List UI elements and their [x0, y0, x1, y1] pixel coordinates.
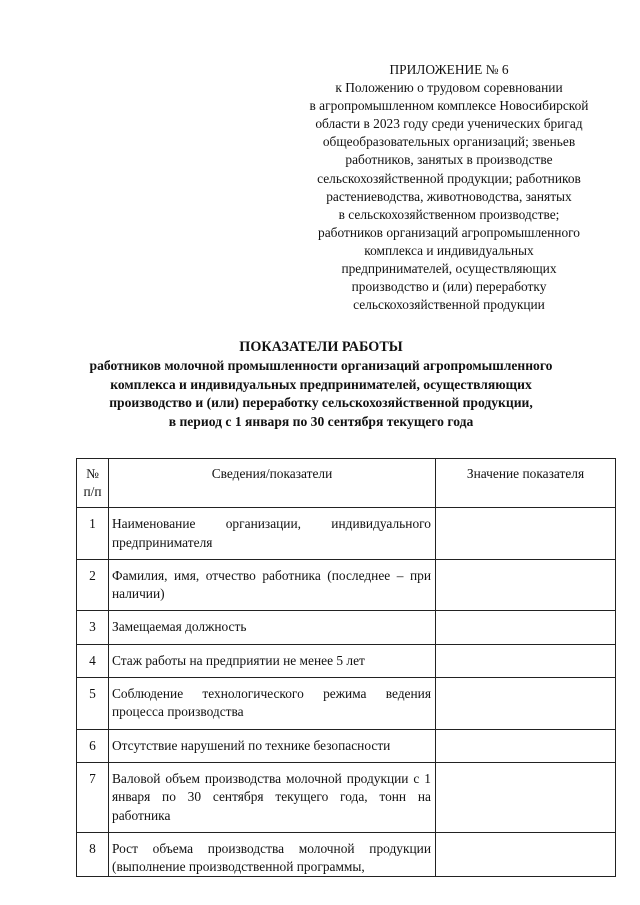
appendix-line: в агропромышленном комплексе Новосибирской — [309, 98, 589, 114]
table-row — [77, 508, 616, 560]
row-indicator: Наименование организации, индивидуального предпринимателя — [109, 508, 436, 560]
table-row — [77, 559, 616, 611]
row-indicator: Отсутствие нарушений по технике безопасности — [109, 729, 436, 762]
row-value-cell[interactable] — [436, 611, 616, 644]
indicators-table — [76, 458, 616, 877]
appendix-header — [284, 61, 614, 314]
table-row — [77, 729, 616, 762]
title-main: ПОКАЗАТЕЛИ РАБОТЫ — [239, 339, 403, 355]
row-number: 6 — [77, 729, 109, 762]
appendix-line: области в 2023 году среди ученических бригад — [315, 116, 583, 132]
row-number: 3 — [77, 611, 109, 644]
row-indicator: Стаж работы на предприятии не менее 5 лет — [109, 644, 436, 677]
appendix-line: в сельскохозяйственном производстве; — [338, 206, 560, 222]
title-line: работников молочной промышленности организаций агропромышленного — [89, 358, 553, 374]
appendix-line: предпринимателей, осуществляющих — [341, 261, 557, 277]
row-value-cell[interactable] — [436, 832, 616, 877]
row-number: 8 — [77, 832, 109, 877]
appendix-line: растениеводства, животноводства, занятых — [326, 188, 572, 204]
row-value-cell[interactable] — [436, 559, 616, 611]
document-title — [40, 338, 602, 431]
header-number-symbol: № — [86, 466, 99, 481]
row-number: 4 — [77, 644, 109, 677]
header-value: Значение показателя — [436, 459, 616, 508]
row-number: 1 — [77, 508, 109, 560]
appendix-line: ПРИЛОЖЕНИЕ № 6 — [389, 62, 509, 77]
table-row — [77, 832, 616, 877]
header-info: Сведения/показатели — [109, 459, 436, 508]
row-indicator: Соблюдение технологического режима ведения процесса производства — [109, 678, 436, 730]
appendix-line: работников, занятых в производстве — [345, 152, 553, 168]
row-indicator: Замещаемая должность — [109, 611, 436, 644]
table-row — [77, 644, 616, 677]
row-indicator: Валовой объем производства молочной продукции с 1 января по 30 сентября текущего года, тонн на работника — [109, 762, 436, 832]
title-line: производство и (или) переработку сельскохозяйственной продукции, — [109, 395, 533, 411]
table-row — [77, 762, 616, 832]
appendix-line: к Положению о трудовом соревновании — [335, 80, 563, 96]
header-number-abbr: п/п — [83, 484, 102, 499]
appendix-line: комплекса и индивидуальных — [364, 242, 534, 258]
title-line: комплекса и индивидуальных предпринимателей, осуществляющих — [110, 376, 532, 392]
appendix-line: общеобразовательных организаций; звеньев — [322, 134, 576, 150]
row-value-cell[interactable] — [436, 762, 616, 832]
row-value-cell[interactable] — [436, 678, 616, 730]
appendix-line: производство и (или) переработку — [351, 279, 547, 295]
appendix-line: работников организаций агропромышленного — [318, 224, 580, 240]
table-header-row — [77, 459, 616, 508]
row-number: 5 — [77, 678, 109, 730]
appendix-line: сельскохозяйственной продукции; работников — [317, 170, 581, 186]
appendix-line: сельскохозяйственной продукции — [353, 297, 545, 313]
row-indicator: Рост объема производства молочной продукции (выполнение производственной программы, — [109, 832, 436, 877]
row-indicator: Фамилия, имя, отчество работника (последнее – при наличии) — [109, 559, 436, 611]
header-number — [77, 459, 109, 508]
table-row — [77, 611, 616, 644]
row-number: 2 — [77, 559, 109, 611]
row-value-cell[interactable] — [436, 644, 616, 677]
table-row — [77, 678, 616, 730]
row-value-cell[interactable] — [436, 729, 616, 762]
row-value-cell[interactable] — [436, 508, 616, 560]
row-number: 7 — [77, 762, 109, 832]
title-line: в период с 1 января по 30 сентября текущего года — [168, 413, 474, 429]
